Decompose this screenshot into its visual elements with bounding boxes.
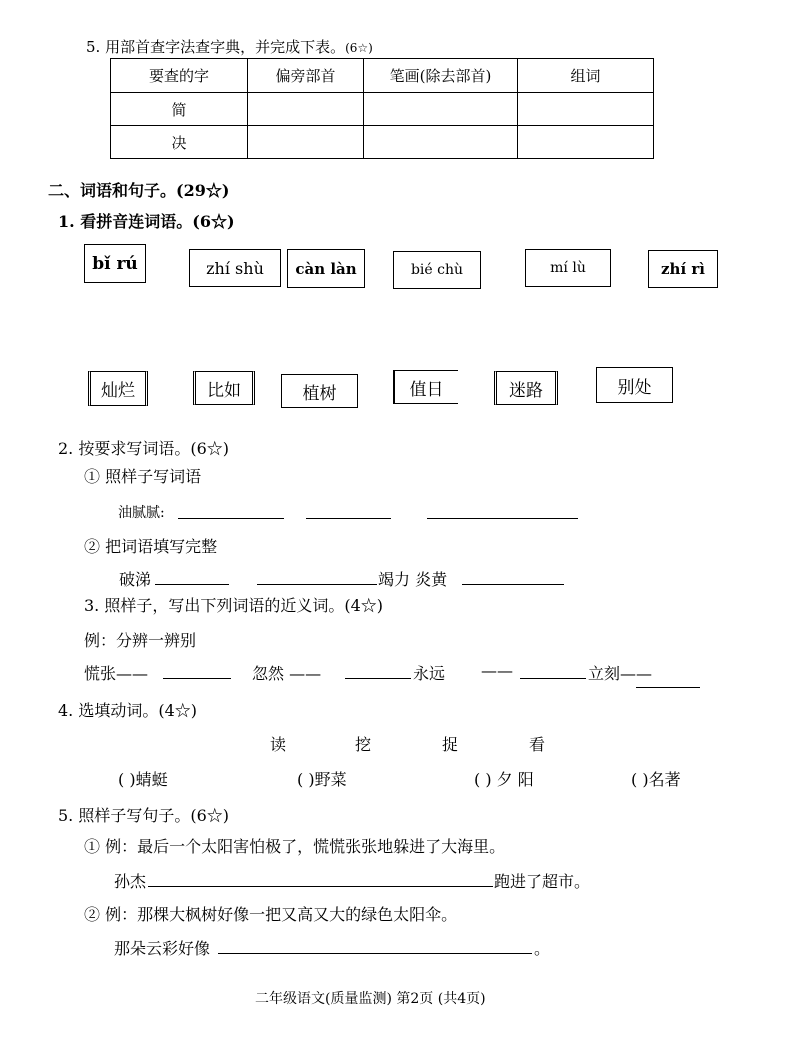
- table-cell-input[interactable]: [248, 93, 364, 126]
- verb-option: 挖: [355, 735, 372, 754]
- table-header: 笔画(除去部首): [364, 59, 518, 93]
- verb-blank[interactable]: ( )名著: [631, 770, 681, 789]
- s2q2-sub2: ② 把词语填写完整: [84, 537, 218, 556]
- answer-blank[interactable]: [462, 584, 564, 585]
- answer-blank[interactable]: [520, 678, 586, 679]
- table-cell-input[interactable]: [364, 126, 518, 159]
- q5-dict-title: [86, 36, 373, 57]
- word-box[interactable]: 迷路: [494, 371, 558, 405]
- s2q2-sub1: ① 照样子写词语: [84, 467, 202, 486]
- answer-blank[interactable]: [345, 678, 411, 679]
- dictionary-table: [110, 58, 654, 159]
- table-cell-input[interactable]: [518, 126, 654, 159]
- answer-blank[interactable]: [163, 678, 231, 679]
- table-cell-input[interactable]: [364, 93, 518, 126]
- pinyin-box: bǐ rú: [84, 244, 146, 283]
- s2q3-example: 例：分辨一辨别: [84, 631, 197, 650]
- page-footer: 二年级语文(质量监测) 第2页 (共4页): [255, 991, 486, 1007]
- s2q1-title: 1. 看拼音连词语。(6☆): [58, 212, 235, 231]
- table-header: 要查的字: [111, 59, 248, 93]
- verb-option: 捉: [442, 735, 459, 754]
- table-row: [111, 126, 654, 159]
- table-header: 组词: [518, 59, 654, 93]
- verb-blank[interactable]: ( ) 夕 阳: [474, 770, 534, 789]
- pinyin-box: càn làn: [287, 249, 365, 288]
- s2q5-end-1: 跑进了超市。: [494, 872, 591, 891]
- q5-dict-score: (6☆): [345, 41, 373, 55]
- section-title: 二、词语和句子。(29☆): [48, 181, 230, 200]
- answer-blank[interactable]: [636, 687, 700, 688]
- synonym-item: 立刻——: [588, 664, 653, 683]
- pinyin-box: mí lù: [525, 249, 611, 287]
- fill-text-a: 破涕: [119, 570, 152, 589]
- word-box[interactable]: 灿烂: [88, 371, 148, 406]
- s2q2-example: 油腻腻:: [118, 505, 165, 521]
- table-row: [111, 93, 654, 126]
- verb-blank[interactable]: ( )蜻蜓: [118, 770, 168, 789]
- table-cell-input[interactable]: [518, 93, 654, 126]
- synonym-item: 忽然 ——: [252, 664, 322, 683]
- s2q3-title: 3. 照样子，写出下列词语的近义词。(4☆): [84, 596, 384, 615]
- verb-option: 读: [270, 735, 287, 754]
- s2q5-start-2: 那朵云彩好像: [114, 939, 211, 958]
- word-box[interactable]: 植树: [281, 374, 358, 408]
- q5-dict-title-text: 5. 用部首查字法查字典，并完成下表。: [86, 38, 346, 56]
- answer-blank[interactable]: [218, 953, 532, 954]
- pinyin-box: zhí rì: [648, 250, 718, 288]
- s2q5-start-1: 孙杰: [114, 872, 147, 891]
- word-box[interactable]: 比如: [193, 371, 255, 405]
- answer-blank[interactable]: [306, 518, 391, 519]
- s2q5-example-1: ① 例：最后一个太阳害怕极了，慌慌张张地躲进了大海里。: [84, 837, 506, 856]
- answer-blank[interactable]: [427, 518, 578, 519]
- fill-text-b: 竭力 炎黄: [378, 570, 448, 589]
- verb-option: 看: [529, 735, 546, 754]
- answer-blank[interactable]: [178, 518, 284, 519]
- word-box[interactable]: 值日: [393, 370, 458, 404]
- pinyin-box: bié chù: [393, 251, 481, 289]
- synonym-item: 慌张——: [84, 664, 149, 683]
- synonym-item: ——: [481, 661, 513, 680]
- word-box[interactable]: 别处: [596, 367, 673, 403]
- table-header: 偏旁部首: [248, 59, 364, 93]
- s2q5-example-2: ② 例：那棵大枫树好像一把又高又大的绿色太阳伞。: [84, 905, 458, 924]
- s2q5-title: 5. 照样子写句子。(6☆): [58, 806, 230, 825]
- synonym-item: 永远: [413, 664, 446, 683]
- pinyin-box: zhí shù: [189, 249, 281, 287]
- answer-blank[interactable]: [257, 584, 377, 585]
- s2q2-title: 2. 按要求写词语。(6☆): [58, 439, 230, 458]
- verb-blank[interactable]: ( )野菜: [297, 770, 347, 789]
- s2q5-end-2: 。: [534, 939, 551, 958]
- answer-blank[interactable]: [148, 886, 493, 887]
- table-cell-input[interactable]: [248, 126, 364, 159]
- table-cell: 简: [111, 93, 248, 126]
- answer-blank[interactable]: [155, 584, 229, 585]
- s2q4-title: 4. 选填动词。(4☆): [58, 701, 198, 720]
- table-cell: 决: [111, 126, 248, 159]
